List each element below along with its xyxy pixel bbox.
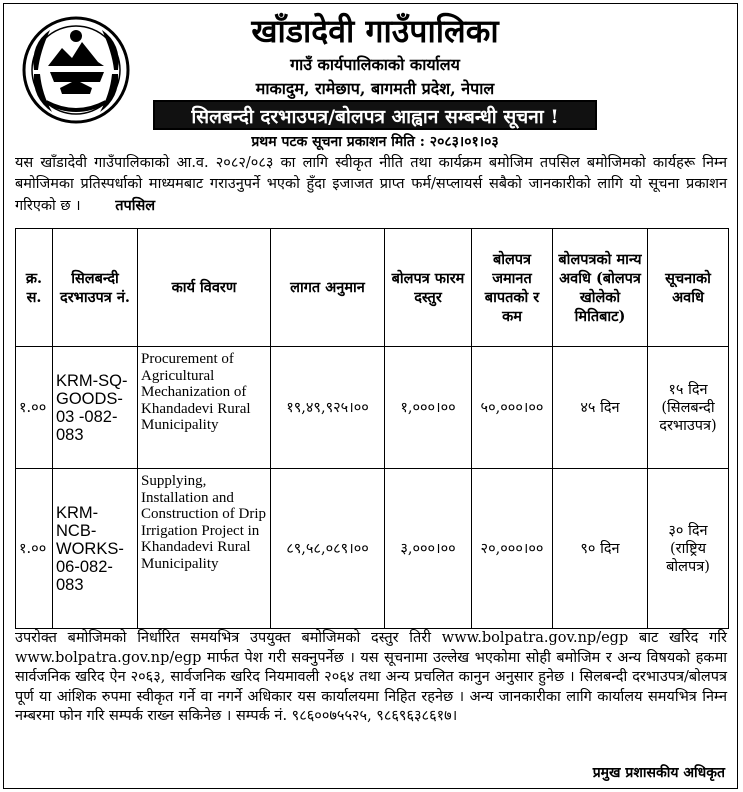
header-description: कार्य विवरण [138, 229, 271, 347]
office-address: माकादुम, रामेछाप, बागमती प्रदेश, नेपाल [255, 79, 495, 98]
header-estimate: लागत अनुमान [271, 229, 385, 347]
table-row [16, 347, 729, 469]
header-bid-security: बोलपत्र जमानत बापतको र कम [472, 229, 553, 347]
row-description: Procurement of Agricultural Mechanization of Khandadevi Rural Municipality [138, 347, 271, 469]
row-validity: ४५ दिन [553, 347, 648, 469]
header-tender-no: सिलबन्दी दरभाउपत्र नं. [53, 229, 138, 347]
header-notice-period: सूचनाको अवधि [648, 229, 729, 347]
header-validity: बोलपत्रको मान्य अवधि (बोलपत्र खोलेको मितिबाट) [553, 229, 648, 347]
footer-paragraph: उपरोक्त बमोजिमको निर्धारित समयभित्र उपयुक्त बमोजिमको दस्तुर तिरी www.bolpatra.gov.np/egp बाट खरिद गरि www.bolpatra.gov.np/egp मार्फत पेश गरी सक्नुपर्नेछ । यस सूचनामा उल्लेख भएकोमा सोही बमोजिम र अन्य विषयको हकमा सार्वजनिक खरिद ऐन २०६३, सार्वजनिक खरिद नियमावली २०६४ तथा अन्य प्रचलित कानुन अनुसार हुनेछ । सिलबन्दी दरभाउपत्र/बोलपत्र पूर्ण या आंशिक रुपमा स्वीकृत गर्ने वा नगर्ने अधिकार यस कार्यालयमा निहित रहनेछ । अन्य जानकारीका लागि कार्यालय समयभित्र निम्न नम्बरमा फोन गरि सम्पर्क राख्न सकिनेछ । सम्पर्क नं. ९८६००७५५२५, ९८६९६३८६१७। [15, 630, 727, 724]
row-form-fee: ३,०००।०० [385, 469, 472, 629]
notice-title-banner: सिलबन्दी दरभाउपत्र/बोलपत्र आह्वान सम्बन्धी सूचना ! [153, 100, 597, 130]
annex-label: तपसिल [115, 197, 156, 214]
row-validity: ९० दिन [553, 469, 648, 629]
office-subtitle: गाउँ कार्यपालिकाको कार्यालय [290, 55, 460, 74]
intro-text: यस खाँडादेवी गाउँपालिकाको आ.व. २०८२/०८३ का लागि स्वीकृत नीति तथा कार्यक्रम बमोजिम तपसिल बमोजिमको कार्यहरू निम्न बमोजिमका प्रतिस्पर्धाको माध्यमबाट गराउनुपर्ने भएको हुँदा इजाजत प्राप्त फर्म/सप्लायर्स सबैको जानकारीको लागि यो सूचना प्रकाशन गरिएको छ । [15, 155, 727, 214]
row-notice-period: ३० दिन (राष्ट्रिय बोलपत्र) [648, 469, 729, 629]
table-row [16, 469, 729, 629]
row-description: Supplying, Installation and Construction of Drip Irrigation Project in Khandadevi Rural Municipality [138, 469, 271, 629]
nepal-government-emblem [20, 14, 132, 126]
signature-title: प्रमुख प्रशासकीय अधिकृत [592, 765, 725, 781]
row-form-fee: १,०००।०० [385, 347, 472, 469]
table-header-row [16, 229, 729, 347]
row-tender-code: KRM-NCB-WORKS-06-082-083 [53, 469, 138, 629]
row-bid-security: ५०,०००।०० [472, 347, 553, 469]
intro-paragraph [15, 153, 727, 217]
tender-table [15, 228, 729, 629]
publication-date: प्रथम पटक सूचना प्रकाशन मिति : २०८३।०१।०३ [251, 134, 499, 150]
row-sn: १.०० [16, 469, 53, 629]
row-bid-security: २०,०००।०० [472, 469, 553, 629]
row-tender-code: KRM-SQ-GOODS-03 -082-083 [53, 347, 138, 469]
row-estimate: ८९,५८,०८९।०० [271, 469, 385, 629]
municipality-title: खाँडादेवी गाउँपालिका [251, 12, 499, 50]
header-sn: क्र. स. [16, 229, 53, 347]
row-estimate: १९,४९,९२५।०० [271, 347, 385, 469]
header-form-fee: बोलपत्र फारम दस्तुर [385, 229, 472, 347]
row-notice-period: १५ दिन (सिलबन्दी दरभाउपत्र) [648, 347, 729, 469]
row-sn: १.०० [16, 347, 53, 469]
